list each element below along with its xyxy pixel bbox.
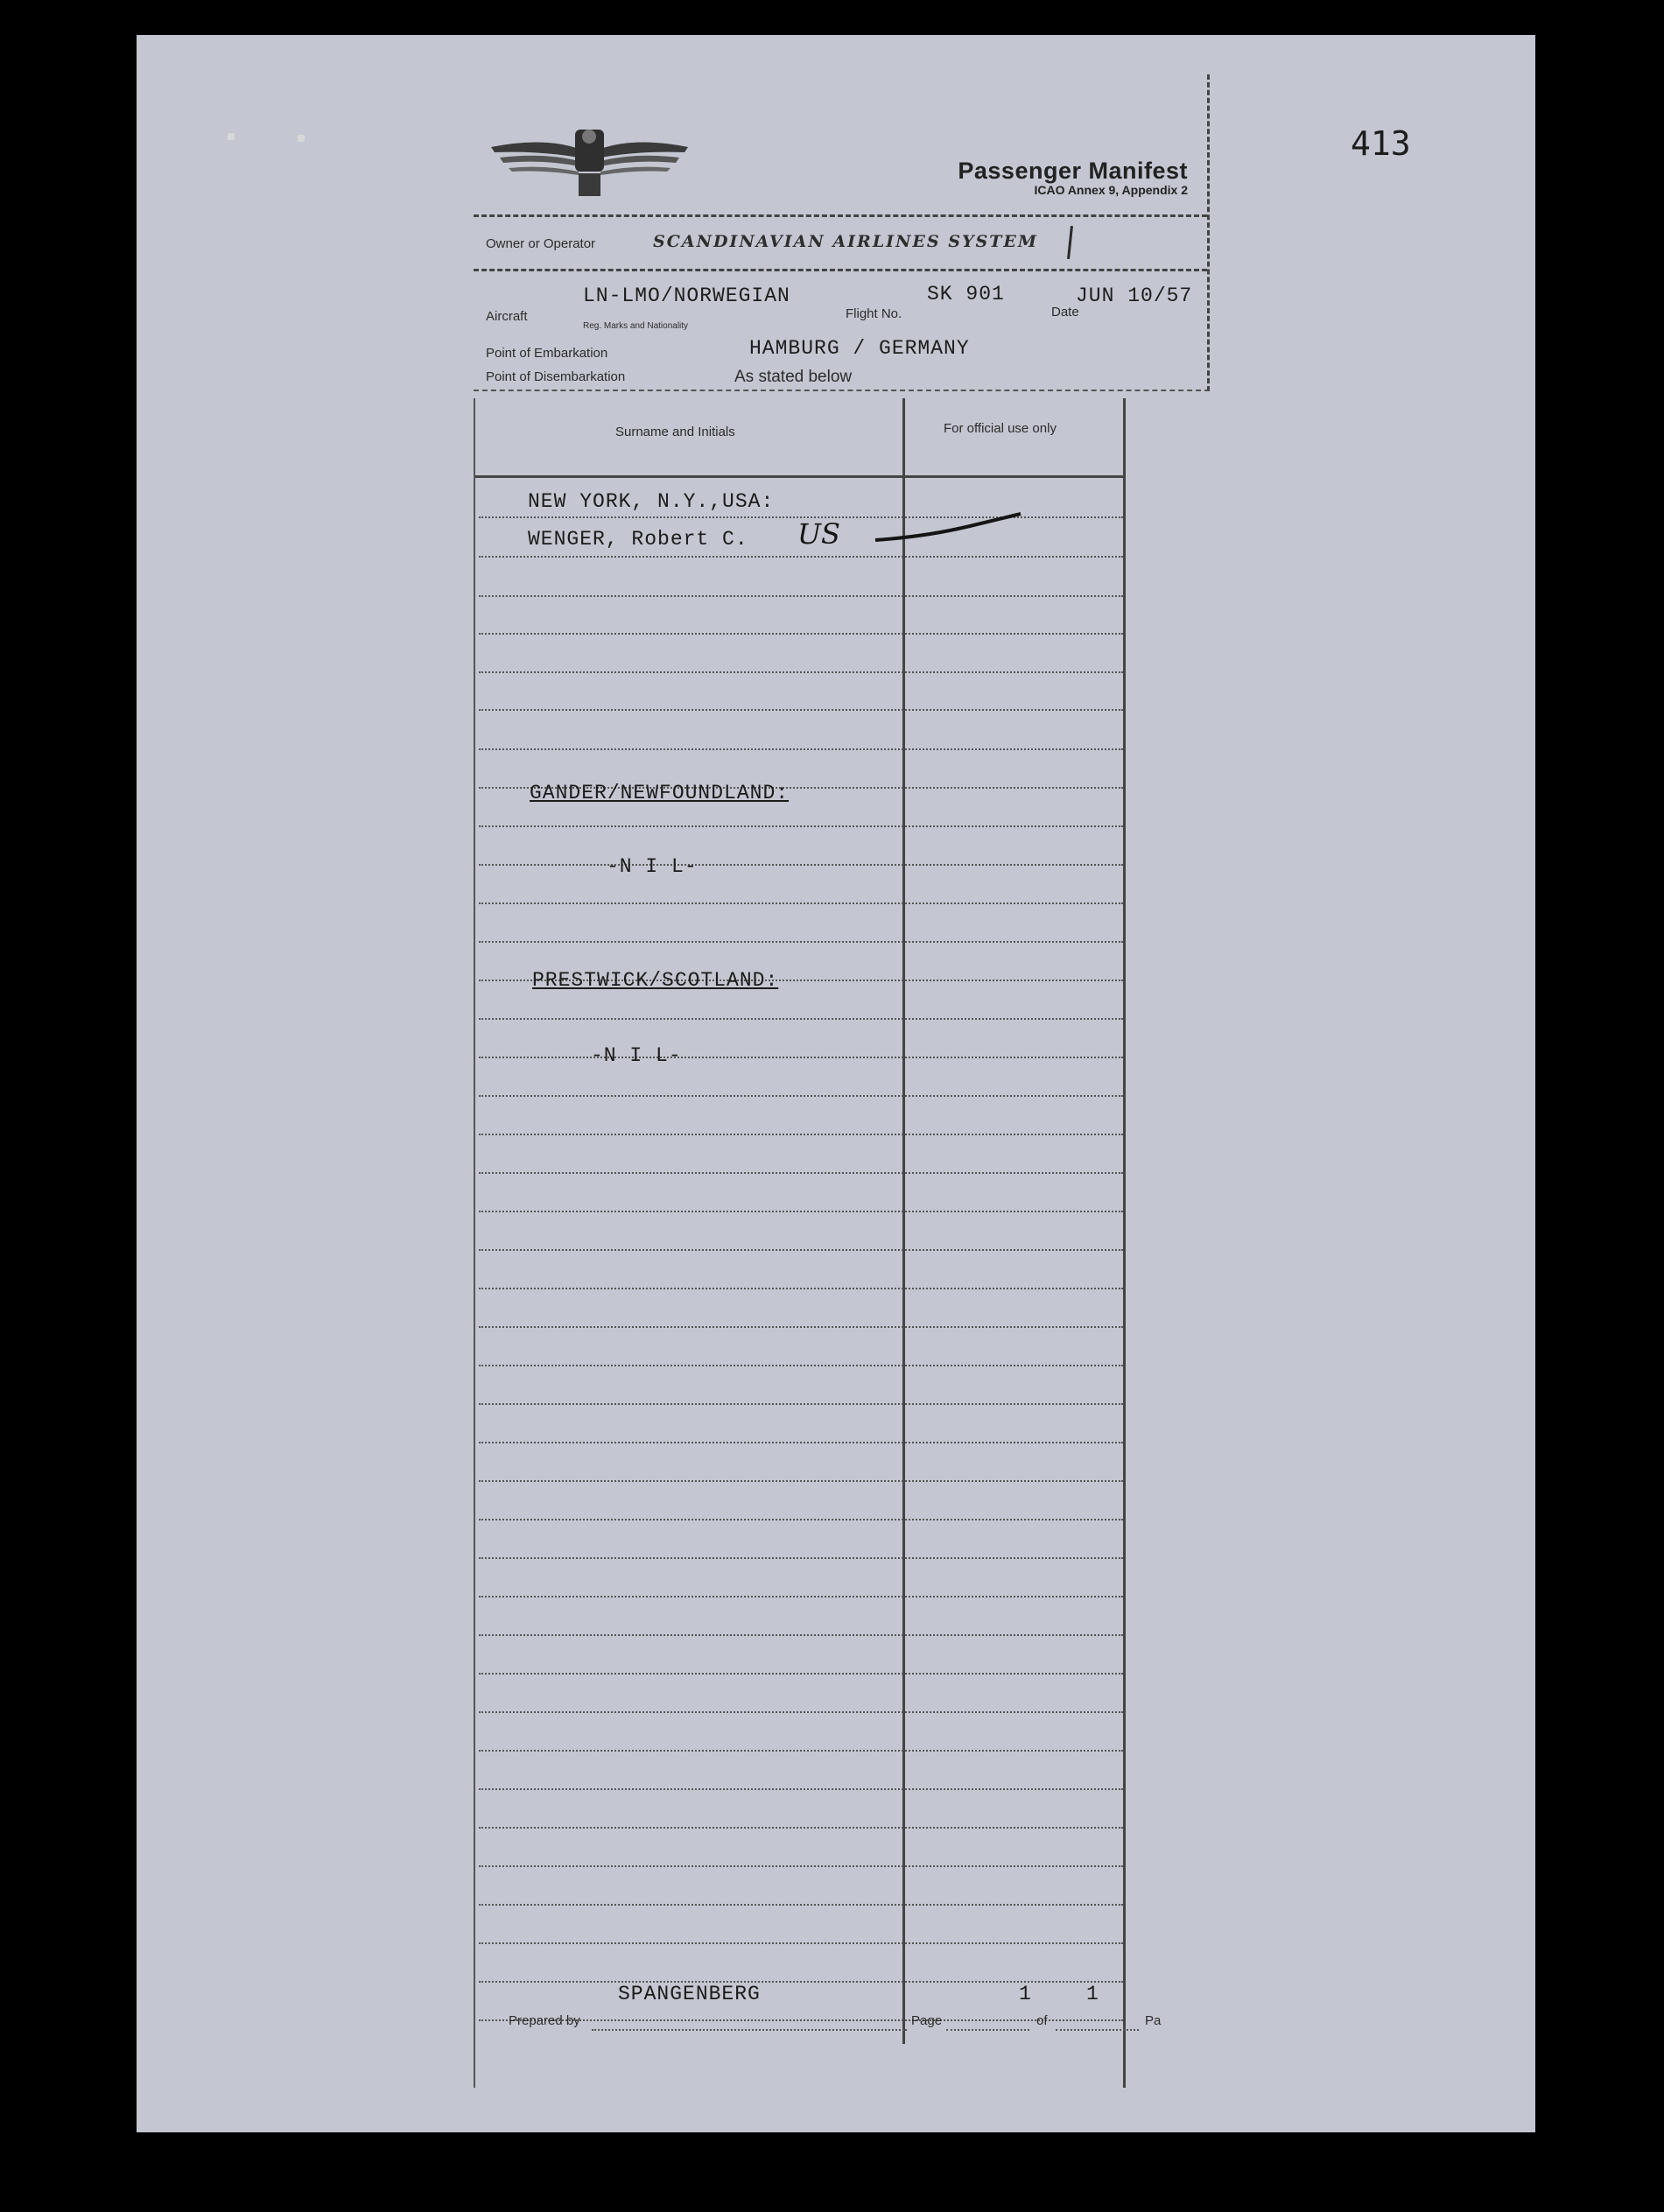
handwritten-checkmark-icon <box>874 510 1022 545</box>
date-label: Date <box>1051 305 1079 320</box>
table-row <box>479 1288 1123 1289</box>
pen-stroke <box>1067 226 1073 259</box>
table-row <box>479 709 1123 711</box>
owner-value: SCANDINAVIAN AIRLINES SYSTEM <box>653 232 1038 251</box>
table-row <box>479 902 1123 904</box>
col-header-surname: Surname and Initials <box>615 425 735 439</box>
table-row <box>479 633 1123 635</box>
table-row <box>479 825 1123 827</box>
table-row <box>479 671 1123 673</box>
manifest-title: Passenger Manifest <box>958 158 1188 184</box>
pages-label: Pa <box>1145 2013 1162 2028</box>
manifest-subtitle: ICAO Annex 9, Appendix 2 <box>1034 183 1188 197</box>
prepared-by-line <box>592 2029 907 2031</box>
page-value: 1 <box>1019 1983 1032 2005</box>
table-row <box>479 941 1123 943</box>
speck <box>228 133 235 140</box>
prepared-by-label: Prepared by <box>509 2013 580 2028</box>
table-row <box>479 1057 1123 1058</box>
of-value: 1 <box>1086 1983 1099 2005</box>
table-row <box>479 1211 1123 1212</box>
column-separator <box>902 398 905 2044</box>
divider <box>474 214 1207 217</box>
aircraft-value: LN-LMO/NORWEGIAN <box>583 284 790 307</box>
manifest-title-block <box>958 158 1188 197</box>
flight-label: Flight No. <box>846 306 902 321</box>
embarkation-label: Point of Embarkation <box>486 346 608 361</box>
table-row <box>479 748 1123 750</box>
airline-logo-icon <box>491 123 688 197</box>
aircraft-label: Aircraft <box>486 309 528 324</box>
embarkation-value: HAMBURG / GERMANY <box>749 337 970 360</box>
date-value: JUN 10/57 <box>1076 284 1193 307</box>
aircraft-sublabel: Reg. Marks and Nationality <box>583 321 689 331</box>
table-row <box>479 1134 1123 1135</box>
table-row <box>479 1095 1123 1097</box>
destination-prestwick: PRESTWICK/SCOTLAND: <box>532 969 779 992</box>
destination-gander: GANDER/NEWFOUNDLAND: <box>530 782 790 804</box>
speck <box>298 135 305 142</box>
table-header <box>475 398 1123 478</box>
prepared-by-value: SPANGENBERG <box>618 1983 761 2005</box>
table-row <box>479 1018 1123 1020</box>
table-row <box>479 1942 1123 1944</box>
passenger-entry: WENGER, Robert C. <box>528 528 748 551</box>
disembarkation-label: Point of Disembarkation <box>486 369 626 384</box>
nil-entry: -N I L- <box>591 1044 682 1067</box>
table-row <box>479 1519 1123 1520</box>
manifest-header <box>474 74 1210 391</box>
table-row <box>479 1480 1123 1482</box>
flight-value: SK 901 <box>927 283 1005 305</box>
page-number: 413 <box>1351 124 1411 163</box>
table-row <box>479 1172 1123 1174</box>
table-row <box>479 1557 1123 1559</box>
table-row <box>479 1711 1123 1713</box>
table-row <box>479 556 1123 558</box>
disembarkation-value: As stated below <box>734 368 853 386</box>
table-row <box>479 1326 1123 1328</box>
of-label: of <box>1036 2013 1048 2028</box>
owner-label: Owner or Operator <box>486 236 596 251</box>
table-row <box>479 1596 1123 1598</box>
page-line <box>946 2029 1029 2031</box>
nil-entry: -N I L- <box>607 855 698 878</box>
table-row <box>479 1827 1123 1829</box>
passenger-table <box>474 398 1126 2088</box>
table-row <box>479 595 1123 597</box>
table-row <box>479 1750 1123 1752</box>
table-row <box>479 1249 1123 1251</box>
col-header-official: For official use only <box>944 421 1057 436</box>
table-row <box>479 1865 1123 1867</box>
table-row <box>479 1442 1123 1443</box>
divider <box>474 269 1207 271</box>
table-row <box>479 1634 1123 1636</box>
nationality-handwritten: US <box>797 517 840 551</box>
page-label: Page <box>911 2013 943 2028</box>
of-line <box>1056 2029 1139 2031</box>
passenger-manifest-form <box>474 74 1209 2079</box>
table-row <box>479 864 1123 866</box>
table-row <box>479 1788 1123 1790</box>
table-row <box>479 1365 1123 1366</box>
destination-new-york: NEW YORK, N.Y.,USA: <box>528 490 775 513</box>
table-row <box>479 1904 1123 1906</box>
table-row <box>479 1673 1123 1675</box>
table-row <box>479 1403 1123 1405</box>
